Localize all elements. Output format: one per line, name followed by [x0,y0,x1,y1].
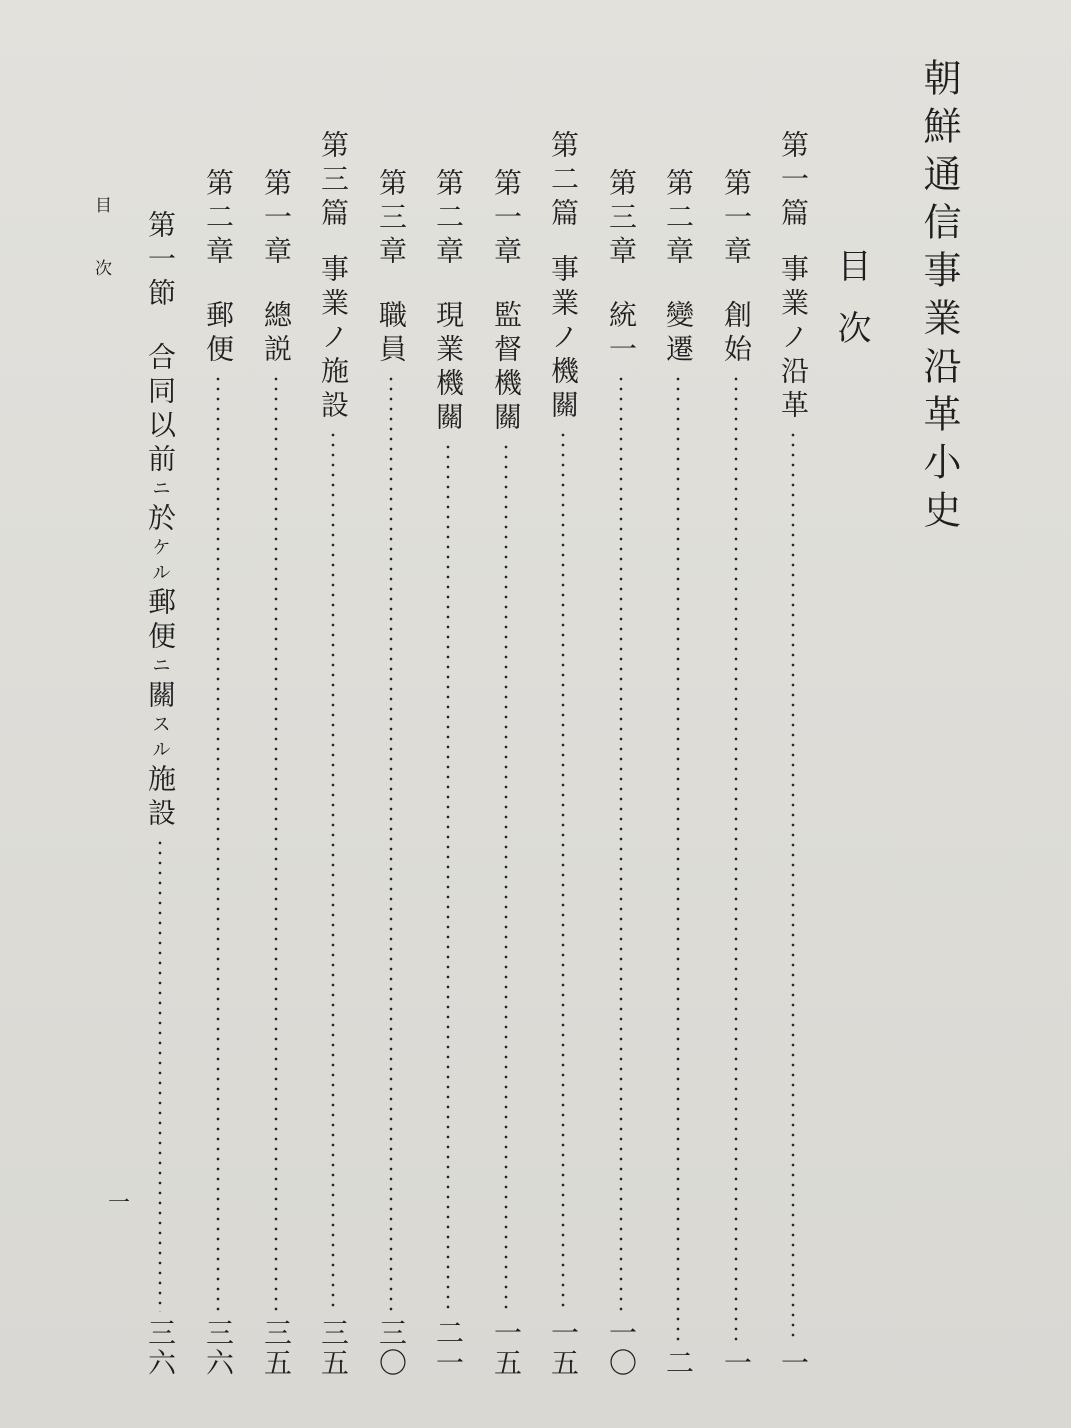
toc-entry-title: 統一 [605,300,638,368]
toc-entry-page: 一五 [547,1318,580,1378]
toc-entry-title: 事業ノ施設 [317,254,350,424]
toc-dot-leader [619,374,623,1312]
toc-entry [316,130,350,1378]
toc-entry-gap [621,270,622,300]
toc-entry-title: 監督機關 [490,300,523,436]
toc-entry [546,130,580,1378]
toc-heading: 目次 [831,248,871,372]
toc-entry-gap [160,312,161,342]
toc-entry-gap [448,270,449,300]
page-number: 一 [108,1191,131,1216]
toc-entry-label: 第一篇 [777,130,810,232]
toc-entry-label: 第三章 [375,168,408,270]
toc-dot-leader [274,374,278,1312]
toc-entry-title: 合同以前ニ於ケル郵便ニ關スル施設 [144,342,177,832]
toc-entry-label: 第三篇 [317,130,350,232]
toc-entry-title: 總説 [260,300,293,368]
toc-entry-title: 郵便 [202,300,235,368]
toc-entry-page: 一五 [490,1318,523,1378]
toc-entry-label: 第二章 [662,168,695,270]
toc-entry [143,210,177,1378]
toc-dot-leader [331,430,335,1312]
toc-entry-title: 變遷 [662,300,695,368]
toc-entry-gap [736,270,737,300]
toc-dot-leader [734,374,738,1342]
toc-dot-leader [504,442,508,1312]
toc-entry-gap [333,232,334,254]
toc-entry [201,168,235,1378]
book-title: 朝鮮通信事業沿革小史 [917,58,961,538]
toc-entry [776,130,810,1378]
toc-entry-label: 第一節 [144,210,177,312]
toc-dot-leader [446,442,450,1312]
toc-entry-title: 事業ノ沿革 [777,254,810,424]
toc-entry-page: 一〇 [605,1318,638,1378]
toc-entry-page: 三〇 [375,1318,408,1378]
toc-entry-label: 第二章 [202,168,235,270]
toc-entry-gap [563,232,564,254]
toc-entry [604,168,638,1378]
toc-entry-gap [678,270,679,300]
toc-entry-page: 三五 [317,1318,350,1378]
toc-entry [431,168,465,1378]
toc-entry-page: 三六 [202,1318,235,1378]
toc-entry-page: 二一 [432,1318,465,1378]
toc-entry-gap [276,270,277,300]
toc-entry-title: 事業ノ機關 [547,254,580,424]
toc-entry [259,168,293,1378]
toc-entry-title: 職員 [375,300,408,368]
toc-entry-title: 創始 [720,300,753,368]
toc-dot-leader [561,430,565,1312]
toc-entry-page: 三五 [260,1318,293,1378]
toc-entry-label: 第一章 [720,168,753,270]
toc-entry-label: 第三章 [605,168,638,270]
toc-entry [489,168,523,1378]
toc-entry-gap [391,270,392,300]
toc-entry-gap [506,270,507,300]
toc-dot-leader [158,838,162,1312]
toc-entry-label: 第一章 [260,168,293,270]
toc-entry [719,168,753,1378]
toc-dot-leader [216,374,220,1312]
toc-entry-label: 第二章 [432,168,465,270]
toc-entry-page: 二 [662,1348,695,1378]
toc-dot-leader [791,430,795,1342]
toc-entry-page: 三六 [144,1318,177,1378]
toc-entry-title: 現業機關 [432,300,465,436]
toc-entry-gap [218,270,219,300]
toc-entry-page: 一 [777,1348,810,1378]
toc-entry [374,168,408,1378]
toc-entry-gap [793,232,794,254]
toc-dot-leader [389,374,393,1312]
toc-dot-leader [676,374,680,1342]
toc-entry [661,168,695,1378]
toc-entry-page: 一 [720,1348,753,1378]
toc-entry-label: 第一章 [490,168,523,270]
toc-entry-label: 第二篇 [547,130,580,232]
running-head: 目次 [91,196,111,322]
